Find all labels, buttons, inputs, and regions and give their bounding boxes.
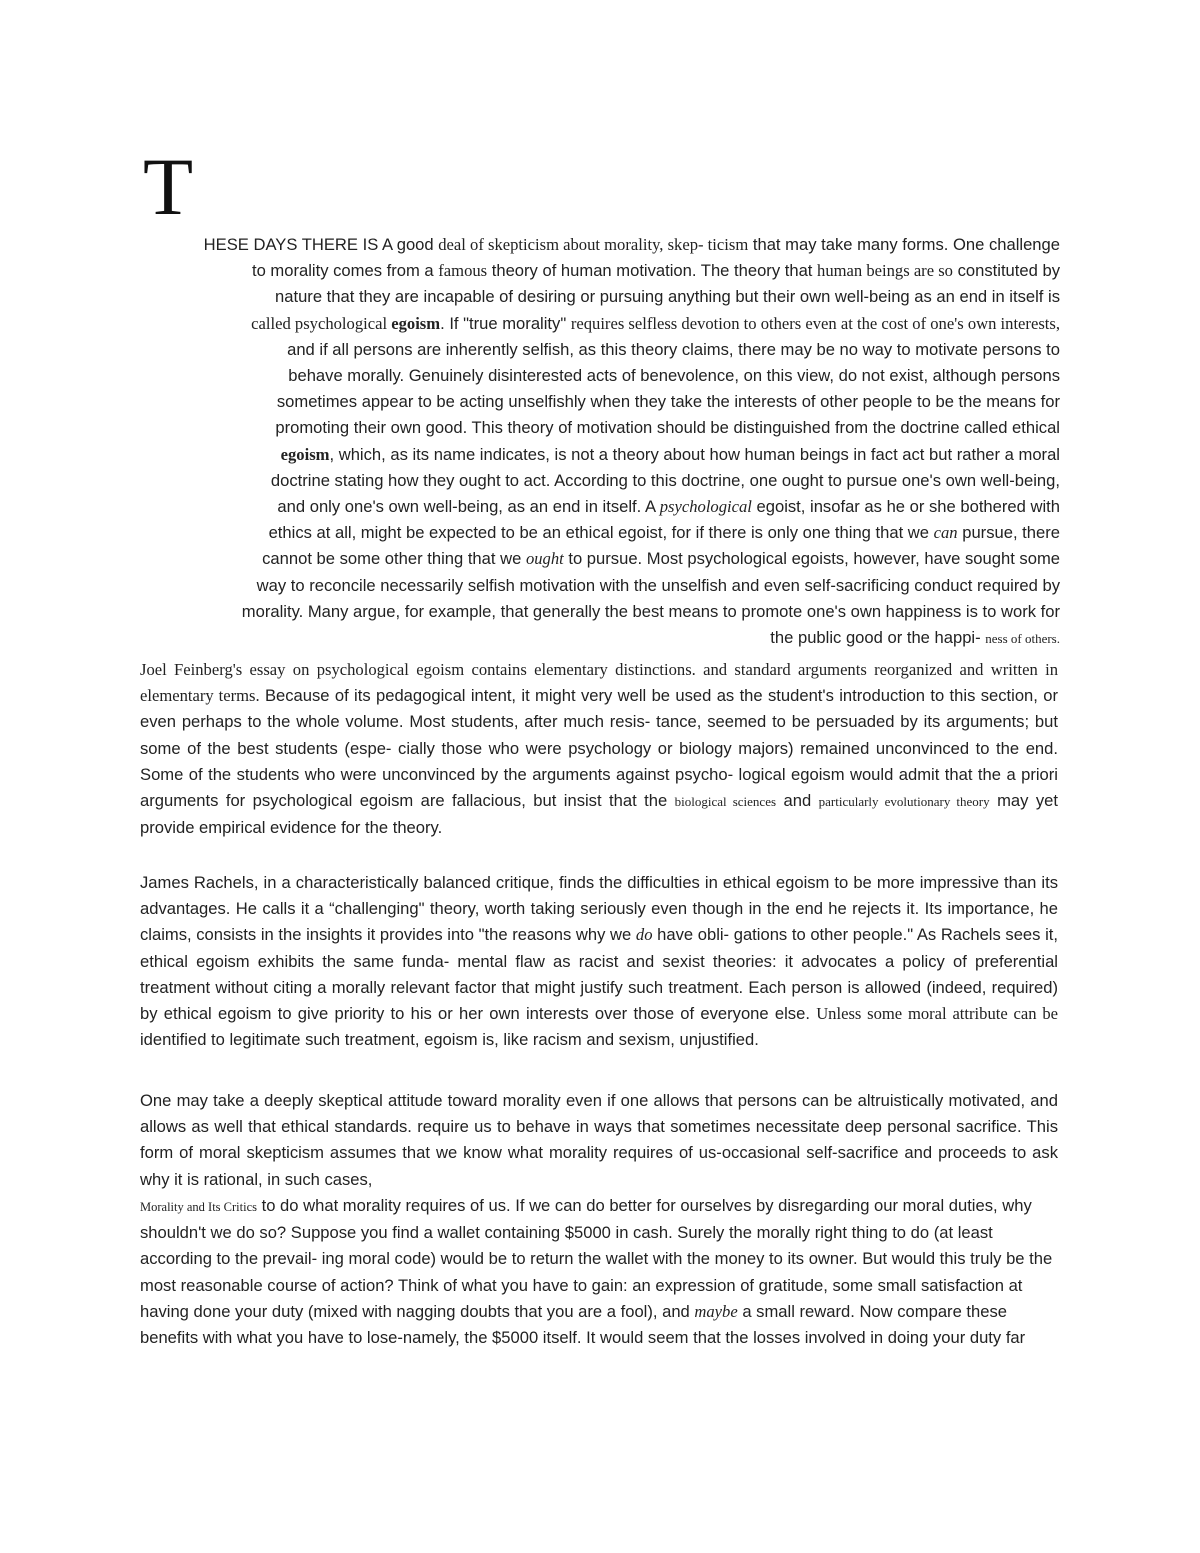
text-line — [140, 625, 1060, 652]
text-line — [140, 232, 1060, 258]
text-run: cannot be some other thing that we — [262, 549, 526, 569]
paragraph-skepticism: One may take a deeply skeptical attitude toward morality even if one allows that persons can be altruistically motivated, and allows as well that ethical standards. require us to behave in ways that sometimes necessitate deep personal sacrifice. This form of moral skepticism assumes that we know what morality requires of us-occasional self-sacrifice and proceeds to ask why it is rational, in such cases, — [140, 1091, 1058, 1189]
text-run: particularly evolutionary theory — [818, 794, 990, 810]
italic-term: psychological — [659, 497, 752, 517]
text-run: ness of others. — [985, 631, 1060, 647]
text-line: doctrine stating how they ought to act. According to this doctrine, one ought to pursue one's own well-being, — [270, 470, 1060, 490]
text-run: constituted by — [952, 261, 1060, 281]
text-run: Because of its pedagogical intent, it might very well be used as the student's introduction to this section, or even perhaps to the whole volume. Most students, after much resis- tance, seemed to be persuaded by its arguments; but some of the best students (espe- cially those who were psychology or biology majors) remained unconvinced to the end. Some of the students who were unconvinced by the arguments against psycho- logical egoism would admit that the a priori arguments for psychological egoism are fallacious, but insist that the — [140, 686, 1058, 811]
text-line — [140, 311, 1060, 337]
text-run: identified to legitimate such treatment, egoism is, like racism and sexism, unjustified. — [140, 1030, 759, 1050]
text-run: human beings are so — [817, 261, 953, 281]
text-run: the public good or the happi- — [770, 628, 986, 648]
text-line — [140, 258, 1060, 284]
text-line: nature that they are incapable of desiring or pursuing anything but their own well-being as an end in itself is — [275, 287, 1060, 307]
text-line — [140, 442, 1060, 468]
running-head: Morality and Its Critics — [140, 1200, 257, 1214]
text-line: morality. Many argue, for example, that generally the best means to promote one's own happiness is to work for — [241, 601, 1060, 621]
text-run: theory of human motivation. The theory that — [487, 261, 818, 281]
text-line — [140, 520, 1060, 546]
text-run: have obli- gations to other people." As Rachels sees it, ethical egoism exhibits the same funda- mental flaw as racist and sexist theories: it advocates a policy of preferential treatment without citing a morally relevant factor that might justify such treatment. Each person is allowed (indeed, required) by ethical egoism to give priority to his or her own interests over those of everyone else. — [140, 925, 1058, 1024]
italic-term: do — [635, 925, 653, 945]
text-run: and only one's own well-being, as an end in itself. A — [277, 497, 660, 517]
italic-term: maybe — [694, 1301, 738, 1321]
text-run: deal of skepticism about morality, skep- ticism — [438, 235, 749, 254]
text-run: biological sciences — [674, 794, 777, 810]
text-run: Joel Feinberg's essay on psychological egoism contains elementary distinctions. — [140, 660, 704, 679]
text-run: to pursue. Most psychological egoists, however, have sought some — [563, 549, 1060, 569]
text-line: behave morally. Genuinely disinterested acts of benevolence, on this view, do not exist, although persons — [288, 366, 1060, 386]
italic-term: can — [933, 523, 958, 543]
text-run: that may take many forms. One challenge — [748, 235, 1060, 254]
text-run: ethics at all, might be expected to be an ethical egoist, for if there is only one thing that we — [268, 523, 934, 543]
drop-cap: T — [143, 141, 194, 232]
paragraph-rachels — [140, 870, 1058, 1053]
text-run: HESE DAYS THERE IS A good — [203, 235, 439, 254]
bold-term: egoism — [391, 313, 441, 333]
text-run: and standard arguments reorganized and written in elementary terms. — [140, 660, 1058, 706]
paragraph-wallet — [140, 1193, 1058, 1351]
text-run: Unless some moral attribute can be — [816, 1004, 1058, 1024]
text-run: requires selfless devotion to others even at the cost of one's own interests, — [570, 313, 1060, 333]
paragraph-feinberg — [140, 657, 1058, 841]
text-run: , which, as its name indicates, is not a theory about how human beings in fact act but rather a moral — [329, 444, 1060, 464]
text-run: . If "true morality" — [440, 313, 571, 333]
text-run: to do what morality requires of us. If we can do better for ourselves by disregarding our moral duties, why shouldn't we do so? Suppose you find a wallet containing $5000 in cash. Surely the morally right thing to do (at least according to the prevail- ing moral code) would be to return the wallet with the money to its owner. But would this truly be the most reasonable course of action? Think of what you have to gain: an expression of gratitude, some small satisfaction at having done your duty (mixed with nagging doubts that you are a fool), and — [140, 1196, 1053, 1321]
text-line: promoting their own good. This theory of motivation should be distinguished from the doctrine called ethical — [275, 418, 1060, 438]
text-run: egoist, insofar as he or she bothered with — [751, 497, 1060, 517]
bold-term: egoism — [280, 444, 330, 464]
text-run: James Rachels, in a characteristically balanced critique, finds the difficulties in ethical egoism to be more impressive than its advantages. He calls it a “challenging" theory, worth taking seriously even though in the end he rejects it. Its importance, he claims, consists in the insights it provides into "the reasons why we — [140, 873, 1058, 945]
text-run: and — [776, 791, 819, 811]
paragraph-intro — [140, 232, 1060, 652]
text-line: and if all persons are inherently selfish, as this theory claims, there may be no way to motivate persons to — [287, 339, 1060, 359]
text-line: sometimes appear to be acting unselfishly when they take the interests of other people to be the means for — [276, 392, 1060, 412]
text-line: way to reconcile necessarily selfish motivation with the unselfish and even self-sacrificing conduct required by — [256, 575, 1060, 595]
text-run: pursue, there — [957, 523, 1060, 543]
text-line — [140, 546, 1060, 572]
text-run: called psychological — [251, 313, 392, 333]
italic-term: ought — [525, 549, 564, 569]
text-run: may yet provide empirical evidence for the theory. — [140, 791, 1058, 838]
text-run: to morality comes from a — [251, 261, 439, 281]
text-run: famous — [438, 261, 488, 281]
text-line — [140, 494, 1060, 520]
text-run: a small reward. Now compare these benefits with what you have to lose-namely, the $5000 itself. It would seem that the losses involved in doing your duty far — [140, 1301, 1026, 1348]
